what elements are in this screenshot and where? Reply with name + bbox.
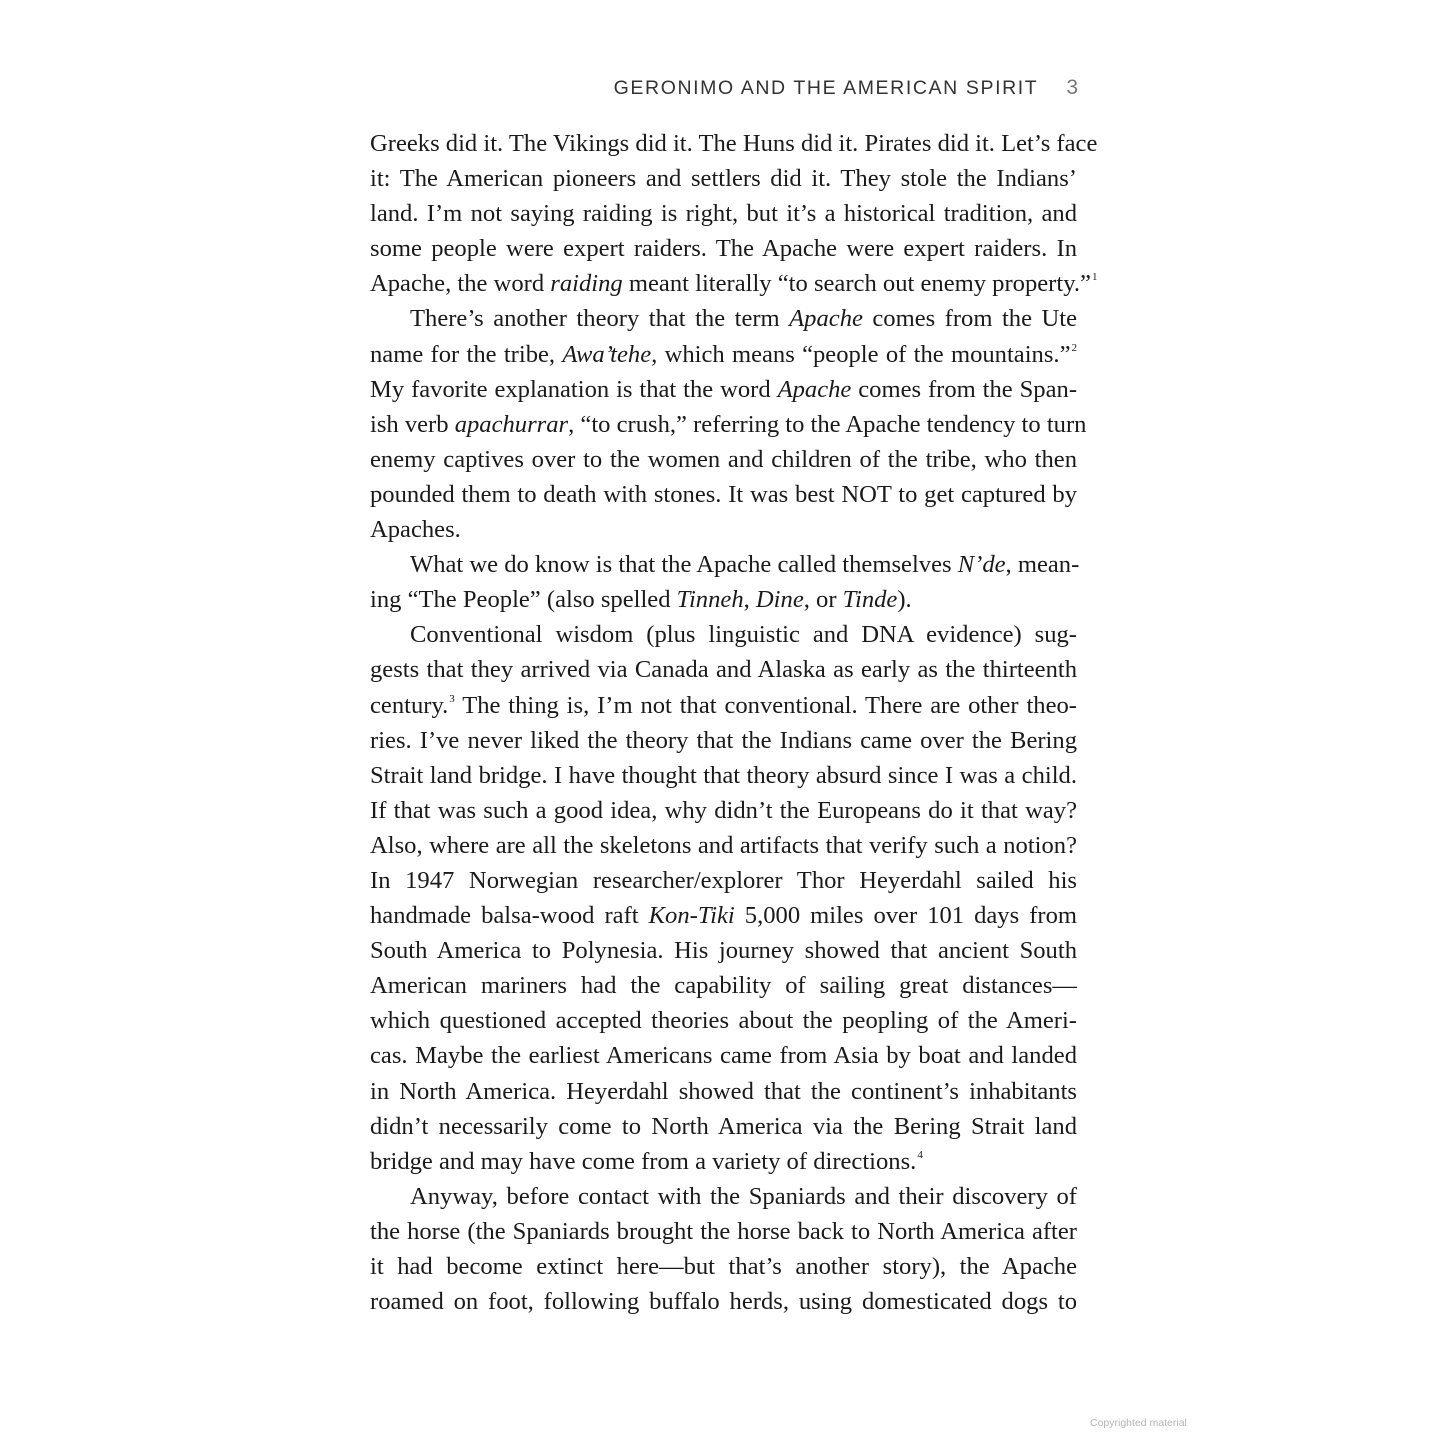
text-line: American mariners had the capability of sailing great distances—: [370, 972, 1077, 1000]
footnote-ref: 2: [1071, 341, 1077, 354]
text-line: Conventional wisdom (plus linguistic and DNA evidence) sug-: [410, 621, 1077, 649]
italic-term: Kon-Tiki: [648, 902, 735, 930]
text-line: it had become extinct here—but that’s another story), the Apache: [370, 1253, 1077, 1280]
text-line: which questioned accepted theories about the peopling of the Ameri-: [370, 1007, 1077, 1035]
text-line: ing “The People” (also spelled Tinneh, Dine, or Tinde).: [370, 586, 912, 614]
text-line: didn’t necessarily come to North America via the Bering Strait land: [370, 1112, 1077, 1140]
text-line: the horse (the Spaniards brought the horse back to North America after: [370, 1217, 1077, 1245]
italic-term: Apache: [777, 375, 852, 403]
text-line: pounded them to death with stones. It was best NOT to get captured by: [370, 480, 1077, 508]
text-line: bridge and may have come from a variety of directions.$^4$: [370, 1147, 923, 1175]
footnote-ref: 3: [449, 692, 455, 705]
italic-term: N’de: [957, 551, 1006, 579]
text-line: Also, where are all the skeletons and artifacts that verify such a notion?: [370, 831, 1077, 859]
text-line: it: The American pioneers and settlers did it. They stole the Indians’: [370, 165, 1077, 193]
footnote-ref: 1: [1091, 271, 1098, 284]
running-head-title: GERONIMO AND THE AMERICAN SPIRIT: [613, 77, 1039, 99]
text-line: in North America. Heyerdahl showed that the continent’s inhabitants: [370, 1077, 1077, 1105]
italic-term: apachurrar: [454, 410, 569, 438]
text-line: If that was such a good idea, why didn’t the Europeans do it that way?: [370, 796, 1077, 824]
text-line: land. I’m not saying raiding is right, but it’s a historical tradition, and: [370, 200, 1077, 228]
text-line: gests that they arrived via Canada and Alaska as early as the thirteenth: [370, 656, 1077, 684]
text-line: Strait land bridge. I have thought that theory absurd since I was a child.: [370, 761, 1077, 789]
footnote-ref: 4: [917, 1148, 923, 1161]
text-line: ries. I’ve never liked the theory that the Indians came over the Bering: [370, 726, 1077, 754]
text-line: What we do know is that the Apache called themselves N’de, mean-: [410, 551, 1080, 579]
text-line: Greeks did it. The Vikings did it. The Huns did it. Pirates did it. Let’s face: [370, 130, 1098, 157]
text-line: enemy captives over to the women and children of the tribe, who then: [370, 445, 1077, 473]
italic-term: Tinde: [842, 586, 898, 614]
copyright-watermark: Copyrighted material: [1090, 1417, 1187, 1429]
italic-term: raiding: [550, 270, 623, 298]
text-line: roamed on foot, following buffalo herds, using domesticated dogs to: [370, 1288, 1077, 1316]
text-line: cas. Maybe the earliest Americans came from Asia by boat and landed: [370, 1042, 1077, 1070]
text-line: Apache, the word raiding meant literally “to search out enemy property.”$^1$: [370, 270, 1098, 298]
italic-term: Apache: [789, 305, 863, 333]
italic-term: Awa’tehe,: [562, 340, 658, 368]
text-line: ish verb apachurrar, “to crush,” referring to the Apache tendency to turn: [370, 410, 1087, 438]
text-line: century.$^3$ The thing is, I’m not that conventional. There are other theo-: [370, 691, 1077, 719]
italic-term: Tinneh: [676, 586, 744, 614]
text-line: name for the tribe, Awa’tehe, which means “people of the mountains.”$^2$: [370, 340, 1077, 368]
running-head: [370, 74, 1078, 102]
text-line: In 1947 Norwegian researcher/explorer Thor Heyerdahl sailed his: [370, 866, 1077, 894]
text-line: Apaches.: [370, 516, 461, 544]
italic-term: Dine: [755, 586, 804, 614]
text-line: some people were expert raiders. The Apache were expert raiders. In: [370, 235, 1077, 263]
text-line: Anyway, before contact with the Spaniards and their discovery of: [410, 1182, 1077, 1210]
text-line: There’s another theory that the term Apache comes from the Ute: [410, 305, 1077, 333]
text-line: South America to Polynesia. His journey showed that ancient South: [370, 937, 1077, 965]
text-line: handmade balsa-wood raft Kon-Tiki 5,000 miles over 101 days from: [370, 902, 1077, 930]
page-number: 3: [1066, 76, 1078, 99]
text-line: My favorite explanation is that the word Apache comes from the Span-: [370, 375, 1078, 403]
body-text: [370, 126, 1098, 1319]
